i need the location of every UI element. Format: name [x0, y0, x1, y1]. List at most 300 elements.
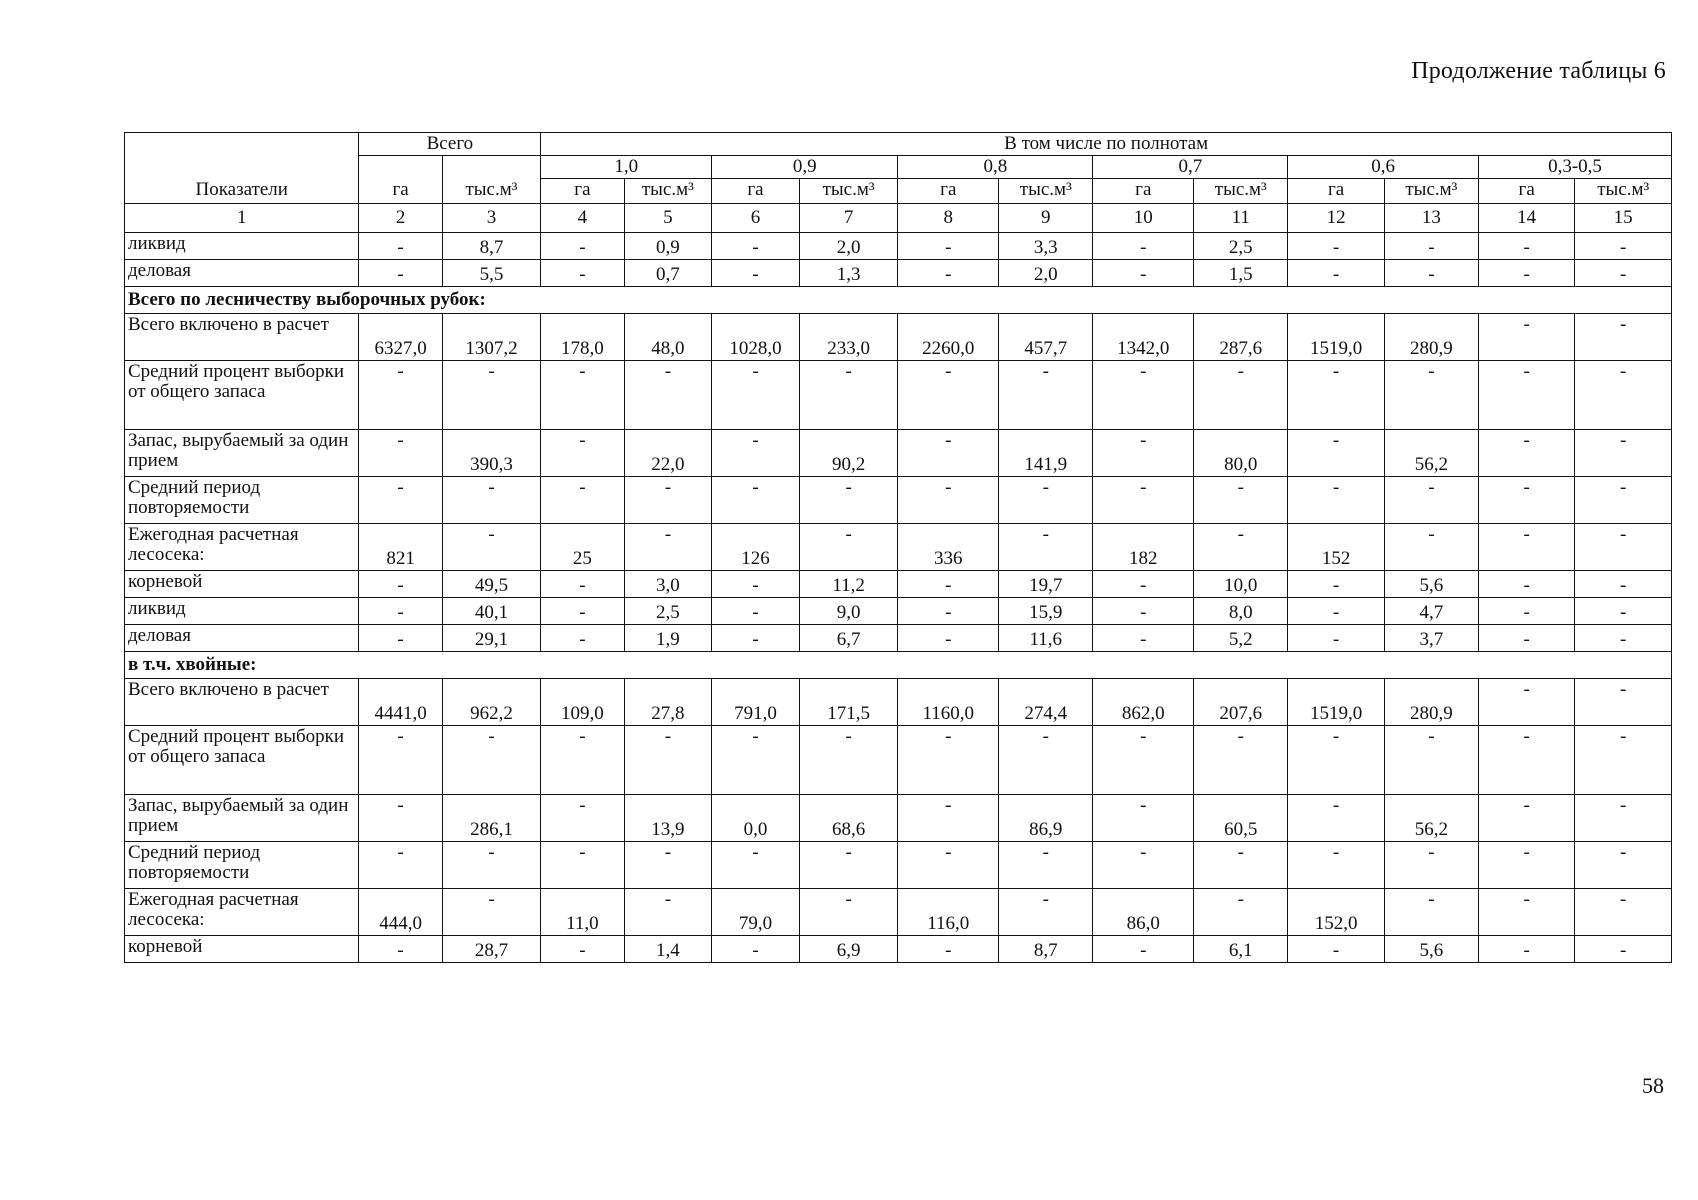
table-cell: 29,1	[442, 624, 541, 651]
table-cell: 80,0	[1194, 429, 1288, 476]
table-cell: -	[624, 476, 712, 523]
column-number: 4	[541, 203, 624, 232]
table-cell: 10,0	[1194, 570, 1288, 597]
page-number: 58	[1642, 1073, 1664, 1098]
table-cell: -	[1288, 841, 1384, 888]
table-cell: 5,6	[1384, 935, 1478, 962]
table-cell: -	[359, 429, 442, 476]
table-cell: -	[359, 841, 442, 888]
table-cell: -	[712, 232, 800, 259]
table-cell: 49,5	[442, 570, 541, 597]
table-cell: -	[1575, 678, 1672, 725]
table-cell: -	[541, 360, 624, 429]
column-number: 8	[898, 203, 999, 232]
table-cell: -	[1478, 678, 1574, 725]
table-cell: -	[359, 570, 442, 597]
table-cell: -	[712, 597, 800, 624]
table-cell: -	[1194, 476, 1288, 523]
table-cell: -	[999, 476, 1093, 523]
header-unit-ha: га	[1093, 178, 1194, 203]
table-cell: 5,5	[442, 259, 541, 286]
table-cell: -	[541, 429, 624, 476]
table-cell: -	[1575, 313, 1672, 360]
table-cell: -	[359, 794, 442, 841]
table-cell: -	[1093, 232, 1194, 259]
table-cell: 3,0	[624, 570, 712, 597]
column-number: 5	[624, 203, 712, 232]
table-cell: -	[1384, 360, 1478, 429]
header-density: 0,6	[1288, 155, 1479, 178]
header-density: 1,0	[541, 155, 712, 178]
table-cell: 4,7	[1384, 597, 1478, 624]
table-cell: -	[1575, 360, 1672, 429]
table-cell: 56,2	[1384, 794, 1478, 841]
table-cell: 1,9	[624, 624, 712, 651]
table-cell: -	[541, 597, 624, 624]
table-cell: 27,8	[624, 678, 712, 725]
table-cell: 1519,0	[1288, 313, 1384, 360]
row-label: Ежегодная расчетная лесосека:	[125, 888, 359, 935]
table-cell: -	[712, 429, 800, 476]
table-cell: -	[799, 888, 898, 935]
column-number: 12	[1288, 203, 1384, 232]
table-cell: 0,0	[712, 794, 800, 841]
table-cell: 3,7	[1384, 624, 1478, 651]
table-cell: -	[624, 725, 712, 794]
table-cell: 182	[1093, 523, 1194, 570]
table-cell: -	[1093, 841, 1194, 888]
row-label: Средний процент выборки от общего запаса	[125, 360, 359, 429]
table-cell: -	[712, 624, 800, 651]
table-cell: -	[359, 360, 442, 429]
table-cell: -	[1093, 570, 1194, 597]
header-density: 0,7	[1093, 155, 1288, 178]
table-cell: -	[1575, 841, 1672, 888]
section-row	[125, 286, 1672, 313]
table-cell: -	[1575, 523, 1672, 570]
table-cell: -	[799, 725, 898, 794]
table-cell: 444,0	[359, 888, 442, 935]
table-cell: -	[898, 476, 999, 523]
table-cell: -	[541, 725, 624, 794]
table-cell: -	[1288, 429, 1384, 476]
table-cell: 28,7	[442, 935, 541, 962]
table-cell: -	[1288, 360, 1384, 429]
table-cell: -	[1093, 935, 1194, 962]
header-density: 0,8	[898, 155, 1093, 178]
row-label: Средний процент выборки от общего запаса	[125, 725, 359, 794]
table-cell: 48,0	[624, 313, 712, 360]
row-label: Средний период повторяемости	[125, 476, 359, 523]
column-number: 3	[442, 203, 541, 232]
row-label: ликвид	[125, 597, 359, 624]
table-cell: -	[712, 476, 800, 523]
header-total-m3: тыс.м³	[442, 155, 541, 203]
table-cell: -	[1478, 232, 1574, 259]
row-label: ликвид	[125, 232, 359, 259]
table-cell: -	[359, 935, 442, 962]
column-number: 2	[359, 203, 442, 232]
table-cell: 11,0	[541, 888, 624, 935]
table-cell: -	[624, 523, 712, 570]
table-cell: 457,7	[999, 313, 1093, 360]
table-cell: -	[999, 725, 1093, 794]
table-cell: -	[359, 725, 442, 794]
table-cell: -	[712, 935, 800, 962]
table-cell: 1519,0	[1288, 678, 1384, 725]
table-cell: -	[898, 597, 999, 624]
table-cell: 286,1	[442, 794, 541, 841]
table-cell: -	[898, 259, 999, 286]
table-cell: -	[1194, 523, 1288, 570]
table-cell: -	[898, 935, 999, 962]
table-cell: -	[1194, 888, 1288, 935]
header-indicator: Показатели	[125, 133, 359, 204]
table-cell: 11,6	[999, 624, 1093, 651]
table-cell: 56,2	[1384, 429, 1478, 476]
table-cell: 8,7	[442, 232, 541, 259]
table-cell: -	[799, 841, 898, 888]
row-label: корневой	[125, 570, 359, 597]
table-cell: -	[1575, 259, 1672, 286]
row-label: деловая	[125, 624, 359, 651]
header-unit-ha: га	[541, 178, 624, 203]
table-cell: -	[541, 259, 624, 286]
table-cell: -	[1478, 888, 1574, 935]
column-number: 6	[712, 203, 800, 232]
table-cell: -	[1093, 476, 1194, 523]
table-cell: -	[359, 597, 442, 624]
table-cell: 109,0	[541, 678, 624, 725]
table-cell: -	[1288, 259, 1384, 286]
header-unit-m3: тыс.м³	[624, 178, 712, 203]
table-cell: -	[898, 624, 999, 651]
table-cell: 1028,0	[712, 313, 800, 360]
table-cell: -	[1288, 935, 1384, 962]
table-cell: 8,0	[1194, 597, 1288, 624]
table-cell: 5,2	[1194, 624, 1288, 651]
row-label: Ежегодная расчетная лесосека:	[125, 523, 359, 570]
table-cell: 2,0	[999, 259, 1093, 286]
table-cell: -	[898, 570, 999, 597]
table-cell: 1160,0	[898, 678, 999, 725]
column-number: 10	[1093, 203, 1194, 232]
column-number: 11	[1194, 203, 1288, 232]
table-cell: -	[1384, 476, 1478, 523]
table-cell: -	[799, 476, 898, 523]
table-cell: -	[624, 841, 712, 888]
table-cell: 280,9	[1384, 678, 1478, 725]
table-cell: 962,2	[442, 678, 541, 725]
table-cell: 2260,0	[898, 313, 999, 360]
table-cell: -	[712, 841, 800, 888]
table-cell: 8,7	[999, 935, 1093, 962]
table-cell: -	[799, 360, 898, 429]
header-unit-ha: га	[898, 178, 999, 203]
header-by-density: В том числе по полнотам	[541, 133, 1672, 156]
table-row	[125, 725, 1672, 794]
table-cell: -	[1478, 935, 1574, 962]
column-number: 15	[1575, 203, 1672, 232]
table-cell: 821	[359, 523, 442, 570]
table-cell: -	[1478, 624, 1574, 651]
table-row	[125, 476, 1672, 523]
table-cell: 79,0	[712, 888, 800, 935]
table-cell: -	[1288, 570, 1384, 597]
table-cell: -	[1288, 476, 1384, 523]
section-title: Всего по лесничеству выборочных рубок:	[125, 286, 1672, 313]
row-label: Всего включено в расчет	[125, 678, 359, 725]
table-cell: 9,0	[799, 597, 898, 624]
table-cell: -	[898, 725, 999, 794]
table-cell: 6,7	[799, 624, 898, 651]
table-cell: 274,4	[999, 678, 1093, 725]
table-cell: 1,5	[1194, 259, 1288, 286]
table-cell: -	[1478, 259, 1574, 286]
section-title: в т.ч. хвойные:	[125, 651, 1672, 678]
forest-table	[124, 132, 1672, 963]
table-cell: -	[1093, 597, 1194, 624]
table-cell: -	[442, 841, 541, 888]
table-row	[125, 429, 1672, 476]
table-cell: -	[1575, 597, 1672, 624]
row-label: Всего включено в расчет	[125, 313, 359, 360]
row-label: Средний период повторяемости	[125, 841, 359, 888]
table-cell: 2,5	[624, 597, 712, 624]
table-cell: -	[1288, 232, 1384, 259]
table-cell: -	[359, 624, 442, 651]
table-cell: 233,0	[799, 313, 898, 360]
table-cell: -	[1575, 935, 1672, 962]
table-cell: -	[712, 259, 800, 286]
column-number: 9	[999, 203, 1093, 232]
table-cell: -	[1478, 570, 1574, 597]
table-row	[125, 523, 1672, 570]
table-cell: -	[541, 624, 624, 651]
header-unit-m3: тыс.м³	[999, 178, 1093, 203]
table-cell: -	[799, 523, 898, 570]
table-row	[125, 841, 1672, 888]
column-number: 14	[1478, 203, 1574, 232]
table-cell: 6,1	[1194, 935, 1288, 962]
table-cell: -	[1384, 523, 1478, 570]
table-cell: -	[541, 794, 624, 841]
table-cell: 22,0	[624, 429, 712, 476]
table-cell: -	[359, 476, 442, 523]
row-label: Запас, вырубаемый за один прием	[125, 429, 359, 476]
table-cell: -	[1194, 360, 1288, 429]
column-number: 7	[799, 203, 898, 232]
table-caption: Продолжение таблицы 6	[1411, 58, 1666, 84]
table-cell: -	[999, 523, 1093, 570]
table-cell: -	[898, 794, 999, 841]
header-unit-m3: тыс.м³	[1194, 178, 1288, 203]
table-cell: -	[624, 360, 712, 429]
table-cell: 4441,0	[359, 678, 442, 725]
table-cell: 171,5	[799, 678, 898, 725]
header-unit-m3: тыс.м³	[1384, 178, 1478, 203]
table-cell: 0,7	[624, 259, 712, 286]
table-cell: 11,2	[799, 570, 898, 597]
header-unit-ha: га	[1478, 178, 1574, 203]
table-cell: -	[1384, 841, 1478, 888]
table-cell: 336	[898, 523, 999, 570]
table-cell: 152	[1288, 523, 1384, 570]
table-row	[125, 259, 1672, 286]
header-unit-m3: тыс.м³	[1575, 178, 1672, 203]
section-row	[125, 651, 1672, 678]
column-number: 13	[1384, 203, 1478, 232]
column-number: 1	[125, 203, 359, 232]
header-total: Всего	[359, 133, 541, 156]
table-cell: -	[1384, 888, 1478, 935]
table-cell: -	[1478, 794, 1574, 841]
table-cell: 2,5	[1194, 232, 1288, 259]
table-cell: -	[898, 360, 999, 429]
table-cell: -	[1478, 523, 1574, 570]
table-cell: -	[1093, 259, 1194, 286]
table-cell: 1,4	[624, 935, 712, 962]
header-density: 0,9	[712, 155, 898, 178]
table-cell: 0,9	[624, 232, 712, 259]
table-cell: -	[1194, 841, 1288, 888]
table-cell: -	[442, 523, 541, 570]
table-cell: 791,0	[712, 678, 800, 725]
table-cell: 207,6	[1194, 678, 1288, 725]
table-cell: -	[541, 476, 624, 523]
table-cell: 280,9	[1384, 313, 1478, 360]
header-unit-ha: га	[1288, 178, 1384, 203]
header-unit-m3: тыс.м³	[799, 178, 898, 203]
table-cell: 15,9	[999, 597, 1093, 624]
table-cell: 2,0	[799, 232, 898, 259]
row-label: деловая	[125, 259, 359, 286]
table-cell: -	[442, 725, 541, 794]
table-cell: -	[1575, 232, 1672, 259]
table-cell: -	[541, 841, 624, 888]
table-cell: -	[1575, 725, 1672, 794]
table-cell: 178,0	[541, 313, 624, 360]
table-cell: 13,9	[624, 794, 712, 841]
table-cell: 19,7	[999, 570, 1093, 597]
table-cell: -	[999, 888, 1093, 935]
table-cell: -	[541, 570, 624, 597]
table-cell: -	[359, 232, 442, 259]
table-cell: -	[1093, 624, 1194, 651]
table-cell: -	[712, 570, 800, 597]
header-unit-ha: га	[712, 178, 800, 203]
table-cell: -	[1575, 624, 1672, 651]
table-cell: 68,6	[799, 794, 898, 841]
table-cell: 90,2	[799, 429, 898, 476]
table-cell: 86,9	[999, 794, 1093, 841]
table-cell: -	[1478, 313, 1574, 360]
table-cell: -	[1384, 725, 1478, 794]
table-cell: 152,0	[1288, 888, 1384, 935]
table-row	[125, 570, 1672, 597]
table-cell: -	[712, 725, 800, 794]
table-cell: -	[1575, 570, 1672, 597]
table-cell: -	[1288, 624, 1384, 651]
table-cell: -	[442, 476, 541, 523]
table-cell: -	[1288, 725, 1384, 794]
table-cell: 3,3	[999, 232, 1093, 259]
table-row	[125, 313, 1672, 360]
table-cell: 287,6	[1194, 313, 1288, 360]
table-cell: 5,6	[1384, 570, 1478, 597]
table-row	[125, 678, 1672, 725]
table-cell: -	[1478, 429, 1574, 476]
table-cell: 862,0	[1093, 678, 1194, 725]
table-cell: -	[1384, 232, 1478, 259]
table-cell: -	[1288, 597, 1384, 624]
table-cell: -	[1478, 725, 1574, 794]
table-cell: -	[1575, 794, 1672, 841]
table-cell: 60,5	[1194, 794, 1288, 841]
table-cell: 116,0	[898, 888, 999, 935]
table-cell: -	[541, 232, 624, 259]
table-row	[125, 360, 1672, 429]
header-total-ha: га	[359, 155, 442, 203]
table-cell: -	[442, 888, 541, 935]
table-cell: -	[1575, 888, 1672, 935]
table-cell: -	[1288, 794, 1384, 841]
header-density: 0,3-0,5	[1478, 155, 1671, 178]
table-cell: 126	[712, 523, 800, 570]
table-row	[125, 888, 1672, 935]
row-label: Запас, вырубаемый за один прием	[125, 794, 359, 841]
table-cell: 40,1	[442, 597, 541, 624]
table-cell: -	[1194, 725, 1288, 794]
table-cell: -	[541, 935, 624, 962]
table-cell: -	[999, 841, 1093, 888]
row-label: корневой	[125, 935, 359, 962]
table-cell: 141,9	[999, 429, 1093, 476]
table-row	[125, 597, 1672, 624]
table-row	[125, 935, 1672, 962]
table-cell: -	[1575, 476, 1672, 523]
table-cell: -	[1093, 429, 1194, 476]
table-cell: -	[898, 232, 999, 259]
table-row	[125, 624, 1672, 651]
table-cell: -	[898, 841, 999, 888]
table-cell: -	[1478, 841, 1574, 888]
table-cell: -	[1093, 794, 1194, 841]
table-row	[125, 232, 1672, 259]
table-cell: 1307,2	[442, 313, 541, 360]
table-cell: -	[898, 429, 999, 476]
table-cell: 1342,0	[1093, 313, 1194, 360]
table-cell: -	[1384, 259, 1478, 286]
table-cell: 6327,0	[359, 313, 442, 360]
table-cell: 25	[541, 523, 624, 570]
table-cell: -	[1093, 360, 1194, 429]
table-cell: 6,9	[799, 935, 898, 962]
table-cell: -	[1093, 725, 1194, 794]
table-cell: -	[1478, 360, 1574, 429]
table-cell: -	[1478, 476, 1574, 523]
table-cell: -	[712, 360, 800, 429]
table-cell: 390,3	[442, 429, 541, 476]
table-cell: -	[1478, 597, 1574, 624]
table-cell: -	[999, 360, 1093, 429]
table-cell: 86,0	[1093, 888, 1194, 935]
table-cell: -	[359, 259, 442, 286]
table-cell: -	[442, 360, 541, 429]
table-cell: 1,3	[799, 259, 898, 286]
table-row	[125, 794, 1672, 841]
table-cell: -	[1575, 429, 1672, 476]
